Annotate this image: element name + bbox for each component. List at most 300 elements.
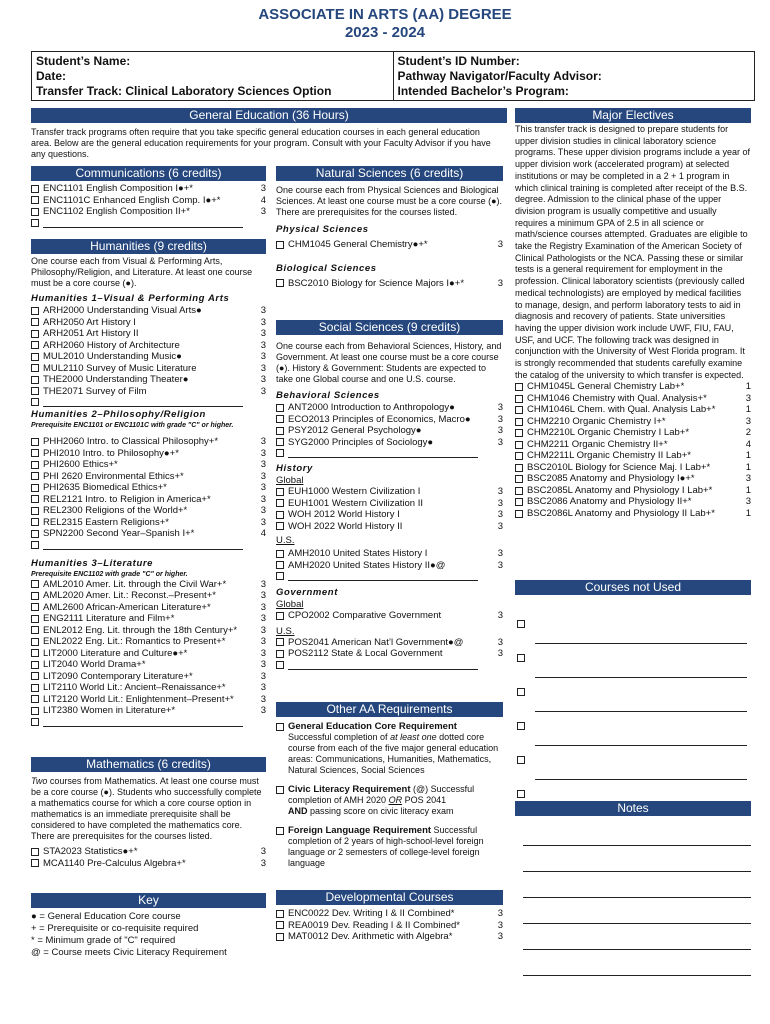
course-row [515, 485, 751, 497]
course-checkbox[interactable] [276, 572, 284, 580]
course-name: ENG2111 Literature and Film+* [43, 613, 175, 624]
course-credits: 3 [497, 908, 503, 919]
course-checkbox[interactable] [515, 383, 523, 391]
course-checkbox[interactable] [276, 449, 284, 457]
core-requirement [276, 721, 503, 776]
course-row [515, 439, 751, 451]
course-row [276, 908, 503, 920]
course-credits: 3 [745, 473, 751, 485]
foreign-language-title: Foreign Language Requirement [288, 825, 432, 836]
course-credits: 3 [260, 705, 266, 716]
physical-sciences-list [276, 239, 503, 251]
course-name: REL2300 Religions of the World+* [43, 505, 188, 516]
course-name: AML2010 Amer. Lit. through the Civil War+* [43, 578, 227, 590]
course-checkbox[interactable] [31, 196, 39, 204]
course-row [31, 374, 266, 386]
course-row [515, 404, 751, 416]
course-credits: 3 [260, 206, 266, 217]
course-checkbox[interactable] [31, 848, 39, 856]
course-credits: 3 [260, 647, 266, 659]
course-row [515, 393, 751, 405]
humanities-1-list [31, 305, 266, 407]
course-credits: 3 [260, 505, 266, 516]
course-checkbox[interactable] [276, 612, 284, 620]
course-checkbox[interactable] [31, 530, 39, 538]
natural-header: Natural Sciences (6 credits) [276, 166, 503, 181]
civic-text-or: OR [388, 795, 403, 805]
notes-header: Notes [515, 801, 751, 816]
course-checkbox[interactable] [276, 561, 284, 569]
course-checkbox[interactable] [276, 638, 284, 646]
natural-intro: One course each from Physical Sciences and Biological Sciences. At least one course must be a core course (●). There are prerequisites for the courses listed. [276, 185, 503, 217]
course-name: LIT2120 World Lit.: Enlightenment–Present+* [43, 693, 234, 705]
course-credits: 3 [260, 328, 266, 339]
course-credits: 3 [260, 385, 266, 397]
blank-course-line[interactable] [43, 540, 243, 550]
note-line[interactable] [523, 949, 751, 950]
blank-course-line[interactable] [288, 571, 478, 581]
core-text-b: dotted core course from each of the five major general education areas: Communications, Humanities, Mathematics, Natural Sciences, Social Sciences [288, 732, 499, 775]
course-credits: 3 [260, 590, 266, 601]
course-checkbox[interactable] [31, 495, 39, 503]
course-checkbox[interactable] [31, 438, 39, 446]
course-checkbox[interactable] [515, 510, 523, 518]
course-name: SPN2200 Second Year–Spanish I+* [43, 528, 195, 539]
course-checkbox[interactable] [31, 518, 39, 526]
course-name: PHI2635 Biomedical Ethics+* [43, 482, 167, 493]
course-row [31, 858, 266, 870]
course-checkbox[interactable] [31, 472, 39, 480]
course-name: ARH2060 History of Architecture [43, 339, 180, 351]
key-list [31, 911, 266, 959]
key-item: ● = General Education Core course [31, 911, 181, 922]
foreign-language-text [288, 825, 503, 869]
course-checkbox[interactable] [515, 406, 523, 414]
major-electives-header: Major Electives [515, 108, 751, 123]
course-credits: 4 [260, 528, 266, 539]
course-name: AML2020 Amer. Lit.: Reconst.–Present+* [43, 590, 216, 601]
course-checkbox[interactable] [31, 341, 39, 349]
course-name: BSC2085 Anatomy and Physiology I●+* [527, 473, 695, 485]
course-credits: 2 [745, 427, 751, 439]
course-name: LIT2110 World Lit.: Ancient–Renaissance+* [43, 682, 226, 693]
course-checkbox[interactable] [31, 707, 39, 715]
course-credits: 3 [260, 362, 266, 374]
humanities-1-title: Humanities 1–Visual & Performing Arts [31, 293, 230, 304]
note-line[interactable] [523, 923, 751, 924]
blank-course-row [276, 660, 503, 670]
course-checkbox[interactable] [31, 318, 39, 326]
course-name: PHI 2620 Environmental Ethics+* [43, 470, 184, 482]
blank-course-line[interactable] [288, 448, 478, 458]
course-credits: 1 [745, 484, 751, 496]
course-name: ARH2000 Understanding Visual Arts● [43, 305, 202, 316]
course-checkbox[interactable] [276, 241, 284, 249]
course-row [31, 579, 266, 591]
course-credits: 1 [745, 404, 751, 416]
course-row [31, 590, 266, 602]
course-credits: 3 [260, 183, 266, 194]
course-row [276, 560, 503, 572]
course-credits: 3 [260, 682, 266, 693]
course-checkbox[interactable] [276, 427, 284, 435]
course-checkbox[interactable] [31, 684, 39, 692]
course-name: ECO2013 Principles of Economics, Macro● [288, 413, 471, 425]
course-credits: 3 [497, 497, 503, 509]
course-name: LIT2380 Women in Literature+* [43, 705, 176, 716]
course-checkbox[interactable] [31, 208, 39, 216]
course-row [276, 920, 503, 932]
course-name: LIT2090 Contemporary Literature+* [43, 670, 193, 682]
course-checkbox[interactable] [515, 441, 523, 449]
blank-course-row [31, 397, 266, 407]
degree-title: ASSOCIATE IN ARTS (AA) DEGREE [258, 6, 512, 23]
course-name: PHH2060 Intro. to Classical Philosophy+* [43, 436, 219, 447]
course-checkbox[interactable] [31, 507, 39, 515]
other-requirements-section [276, 702, 503, 869]
course-checkbox[interactable] [276, 650, 284, 658]
course-name: REL2315 Eastern Religions+* [43, 516, 169, 528]
course-checkbox[interactable] [31, 307, 39, 315]
course-not-used-line[interactable] [535, 736, 747, 746]
course-checkbox[interactable] [31, 626, 39, 634]
communications-header: Communications (6 credits) [31, 166, 266, 181]
key-item: * = Minimum grade of "C" required [31, 935, 176, 946]
course-row [31, 659, 266, 671]
foreign-language-checkbox[interactable] [276, 827, 284, 835]
course-credits: 3 [260, 613, 266, 624]
course-row [31, 705, 266, 717]
course-credits: 3 [497, 486, 503, 497]
course-row [276, 437, 503, 449]
course-checkbox[interactable] [31, 387, 39, 395]
course-checkbox[interactable] [31, 649, 39, 657]
course-not-used-row [517, 680, 751, 714]
course-checkbox[interactable] [31, 376, 39, 384]
core-text-em: at least one [390, 732, 437, 742]
course-checkbox[interactable] [31, 718, 39, 726]
course-checkbox[interactable] [31, 695, 39, 703]
course-checkbox[interactable] [31, 353, 39, 361]
course-checkbox[interactable] [276, 499, 284, 507]
course-row [31, 305, 266, 317]
course-credits: 3 [497, 239, 503, 250]
student-id-label[interactable]: Student’s ID Number: [397, 54, 520, 68]
civic-requirement [276, 784, 503, 817]
course-credits: 3 [260, 578, 266, 590]
history-global-label: Global [276, 475, 304, 486]
course-not-used-checkbox[interactable] [517, 790, 525, 798]
course-name: REL2121 Intro. to Religion in America+* [43, 493, 211, 505]
blank-course-line[interactable] [288, 660, 478, 670]
course-checkbox[interactable] [515, 429, 523, 437]
course-credits: 3 [260, 636, 266, 647]
course-credits: 3 [497, 931, 503, 942]
course-credits: 3 [260, 436, 266, 447]
biological-sciences-title: Biological Sciences [276, 262, 377, 274]
course-checkbox[interactable] [515, 395, 523, 403]
course-credits: 1 [745, 461, 751, 473]
course-checkbox[interactable] [31, 661, 39, 669]
course-checkbox[interactable] [276, 404, 284, 412]
course-name: CHM2210L Organic Chemistry I Lab+* [527, 427, 690, 439]
course-not-used-checkbox[interactable] [517, 654, 525, 662]
course-credits: 3 [260, 470, 266, 482]
course-credits: 3 [497, 277, 503, 289]
course-checkbox[interactable] [276, 438, 284, 446]
course-checkbox[interactable] [31, 449, 39, 457]
course-name: MUL2010 Understanding Music● [43, 351, 182, 362]
course-credits: 3 [260, 447, 266, 459]
course-checkbox[interactable] [31, 592, 39, 600]
physical-sciences-title: Physical Sciences [276, 224, 369, 235]
course-credits: 3 [260, 493, 266, 505]
humanities-header: Humanities (9 credits) [31, 239, 266, 254]
blank-course-line[interactable] [43, 397, 243, 407]
course-name: WOH 2022 World History II [288, 520, 403, 532]
course-row [31, 482, 266, 494]
course-credits: 3 [260, 659, 266, 670]
course-checkbox[interactable] [276, 550, 284, 558]
course-row [31, 671, 266, 683]
course-not-used-checkbox[interactable] [517, 722, 525, 730]
course-row [276, 498, 503, 510]
course-checkbox[interactable] [31, 330, 39, 338]
humanities-2-prereq: Prerequisite ENC1101 or ENC1101C with grade "C" or higher. [31, 422, 234, 429]
core-requirement-checkbox[interactable] [276, 723, 284, 731]
info-left [32, 52, 393, 100]
student-info-box [31, 51, 755, 101]
course-credits: 3 [260, 316, 266, 328]
humanities-section [31, 239, 266, 727]
course-name: CHM2210 Organic Chemistry I+* [527, 415, 666, 427]
course-not-used-line[interactable] [535, 702, 747, 712]
key-header: Key [31, 893, 266, 908]
course-credits: 1 [745, 450, 751, 462]
note-line[interactable] [523, 871, 751, 872]
history-us-list [276, 548, 503, 581]
course-checkbox[interactable] [276, 511, 284, 519]
blank-course-row [276, 448, 503, 458]
course-checkbox[interactable] [276, 933, 284, 941]
course-credits: 3 [260, 857, 266, 869]
course-name: REA0019 Dev. Reading I & II Combined* [288, 919, 460, 931]
course-row [276, 425, 503, 437]
course-name: POS2112 State & Local Government [288, 648, 443, 659]
student-name-label[interactable]: Student’s Name: [36, 54, 131, 68]
key-item: + = Prerequisite or co-requisite required [31, 923, 199, 934]
course-row [276, 637, 503, 649]
course-row [31, 340, 266, 352]
course-checkbox[interactable] [515, 498, 523, 506]
major-electives-intro: This transfer track is designed to prepare students for upper division studies in clinical laboratory science programs. These upper division programs include a year of upper division work (accelerated program) at selected institutions or may be completed in a 2 + 1 program in which clinical training is completed after receipt of the B.S. degree. Admission to the clinical phase of the upper division program is usually competitive and usually requires a minimum GPA of 2.5 in all science or math/science courses attempted. Graduates are eligible to take the Registry Examination of the American Society of Clinical Pathologists or the NCA. Passing these or similar tests is a general requirement for employment in the profession. Clinical laboratory scientists (previously called medical technologists) are employed by medical facilities to manage, design, and perform laboratory tests to aid in diagnosis and recovery of patients. State universities having the upper division work include UWF, FIU, FAU, USF, and UCF. The following track was designed in conjunction with the University of West Florida program. It is strongly recommended that students carefully examine the catalog of the university to which transfer is expected. [515, 124, 750, 380]
course-name: EUH1000 Western Civilization I [288, 486, 421, 497]
civic-text-and: AND [288, 806, 308, 816]
course-row [515, 450, 751, 462]
social-section [276, 320, 503, 670]
key-section [31, 893, 266, 959]
course-checkbox[interactable] [515, 464, 523, 472]
course-name: SYG2000 Principles of Sociology● [288, 436, 434, 448]
info-right [393, 52, 755, 100]
course-not-used-row [517, 646, 751, 680]
course-credits: 3 [497, 636, 503, 648]
course-credits: 3 [497, 402, 503, 413]
course-credits: 3 [260, 305, 266, 316]
social-header: Social Sciences (9 credits) [276, 320, 503, 335]
biological-sciences-list [276, 278, 503, 290]
course-credits: 3 [260, 624, 266, 636]
government-us-list [276, 637, 503, 670]
course-credits: 3 [260, 482, 266, 493]
course-row [31, 505, 266, 517]
course-not-used-row [517, 612, 751, 646]
course-checkbox[interactable] [276, 522, 284, 530]
course-row [31, 351, 266, 363]
course-name: ANT2000 Introduction to Anthropology● [288, 402, 455, 413]
course-not-used-checkbox[interactable] [517, 620, 525, 628]
course-checkbox[interactable] [276, 910, 284, 918]
course-credits: 4 [260, 194, 266, 206]
course-name: STA2023 Statistics●+* [43, 846, 138, 857]
course-credits: 3 [497, 413, 503, 425]
course-name: MCA1140 Pre-Calculus Algebra+* [43, 857, 186, 869]
course-checkbox[interactable] [31, 615, 39, 623]
course-name: ENL2022 Eng. Lit.: Romantics to Present+* [43, 636, 226, 647]
humanities-3-prereq: Prerequisite ENC1102 with grade "C" or higher. [31, 570, 188, 578]
course-row [31, 636, 266, 648]
course-credits: 3 [260, 339, 266, 351]
note-line[interactable] [523, 897, 751, 898]
course-name: PHI2600 Ethics+* [43, 459, 118, 470]
course-checkbox[interactable] [31, 185, 39, 193]
civic-requirement-text [288, 784, 503, 817]
blank-course-line[interactable] [43, 218, 243, 228]
core-requirement-text [288, 721, 503, 776]
course-credits: 3 [260, 374, 266, 385]
course-row [276, 521, 503, 533]
course-checkbox[interactable] [31, 219, 39, 227]
courses-not-used-section [515, 580, 751, 595]
course-checkbox[interactable] [276, 415, 284, 423]
course-checkbox[interactable] [515, 487, 523, 495]
course-name: CHM1046L Chem. with Qual. Analysis Lab+* [527, 404, 716, 416]
course-checkbox[interactable] [31, 859, 39, 867]
course-row [515, 416, 751, 428]
developmental-header: Developmental Courses [276, 890, 503, 905]
course-name: BSC2010 Biology for Science Majors I●+* [288, 277, 465, 289]
course-name: POS2041 American Nat’l Government●@ [288, 636, 464, 648]
blank-course-row [31, 540, 266, 550]
humanities-intro: One course each from Visual & Performing Arts, Philosophy/Religion, and Literature. At least one course must be a core course (●). [31, 256, 253, 288]
course-checkbox[interactable] [276, 279, 284, 287]
course-row [31, 682, 266, 694]
course-credits: 3 [745, 496, 751, 508]
course-name: CHM1046 Chemistry with Qual. Analysis+* [527, 392, 707, 404]
course-not-used-line[interactable] [535, 634, 747, 644]
civic-requirement-checkbox[interactable] [276, 786, 284, 794]
course-checkbox[interactable] [31, 398, 39, 406]
course-checkbox[interactable] [515, 418, 523, 426]
foreign-text-b: 2 semesters of college-level foreign language [288, 847, 480, 868]
course-checkbox[interactable] [276, 488, 284, 496]
math-header: Mathematics (6 credits) [31, 757, 266, 772]
gen-ed-intro: Transfer track programs often require that you take specific general education courses in each general education area. Below are the general education requirements for your program. Consult with your Faculty Advisor if you have any questions. [31, 127, 491, 159]
course-checkbox[interactable] [31, 484, 39, 492]
course-row [31, 436, 266, 448]
course-row [31, 517, 266, 529]
course-checkbox[interactable] [31, 541, 39, 549]
course-checkbox[interactable] [515, 475, 523, 483]
course-name: PSY2012 General Psychology● [288, 425, 422, 436]
course-checkbox[interactable] [276, 921, 284, 929]
course-name: CHM2211 Organic Chemistry II+* [527, 438, 668, 450]
course-checkbox[interactable] [31, 672, 39, 680]
math-intro-em: Two [31, 776, 48, 786]
blank-course-line[interactable] [43, 717, 243, 727]
government-global-label: Global [276, 599, 304, 610]
course-name: LIT2000 Literature and Culture●+* [43, 647, 188, 659]
major-electives-section [515, 108, 751, 519]
natural-section [276, 166, 503, 289]
transfer-track-label: Transfer Track: Clinical Laboratory Sciences Option [36, 84, 332, 98]
bachelor-program-label[interactable]: Intended Bachelor’s Program: [397, 84, 569, 98]
advisor-label[interactable]: Pathway Navigator/Faculty Advisor: [397, 69, 602, 83]
course-row [31, 613, 266, 625]
course-name: THE2071 Survey of Film [43, 385, 147, 397]
course-not-used-line[interactable] [535, 770, 747, 780]
course-name: CHM1045 General Chemistry●+* [288, 239, 428, 250]
course-row [276, 486, 503, 498]
government-global-list [276, 610, 503, 622]
date-label[interactable]: Date: [36, 69, 67, 83]
course-credits: 3 [745, 415, 751, 427]
developmental-section [276, 890, 503, 943]
course-checkbox[interactable] [31, 638, 39, 646]
course-checkbox[interactable] [515, 452, 523, 460]
course-credits: 1 [745, 507, 751, 519]
math-intro [31, 776, 266, 842]
note-line[interactable] [523, 975, 751, 976]
courses-not-used-header: Courses not Used [515, 580, 751, 595]
civic-requirement-title: Civic Literacy Requirement [288, 784, 411, 795]
course-checkbox[interactable] [31, 603, 39, 611]
course-checkbox[interactable] [31, 364, 39, 372]
note-line[interactable] [523, 845, 751, 846]
course-row [31, 195, 266, 207]
course-name: EUH1001 Western Civilization II [288, 497, 423, 509]
course-checkbox[interactable] [276, 661, 284, 669]
course-checkbox[interactable] [31, 580, 39, 588]
course-credits: 3 [497, 436, 503, 448]
key-item: @ = Course meets Civic Literacy Requirement [31, 947, 227, 958]
course-not-used-checkbox[interactable] [517, 688, 525, 696]
other-requirements-header: Other AA Requirements [276, 702, 503, 717]
course-row [31, 694, 266, 706]
core-requirement-title: General Education Core Requirement [288, 721, 457, 732]
developmental-list [276, 908, 503, 943]
course-checkbox[interactable] [31, 461, 39, 469]
course-name: CHM1045L General Chemistry Lab+* [527, 381, 685, 393]
course-row [515, 427, 751, 439]
course-row [276, 402, 503, 414]
course-credits: 3 [745, 392, 751, 404]
course-not-used-line[interactable] [535, 668, 747, 678]
course-not-used-checkbox[interactable] [517, 756, 525, 764]
course-name: ENC1101 English Composition I●+* [43, 183, 193, 194]
humanities-2-title: Humanities 2–Philosophy/Religion [31, 409, 206, 420]
course-row [31, 448, 266, 460]
